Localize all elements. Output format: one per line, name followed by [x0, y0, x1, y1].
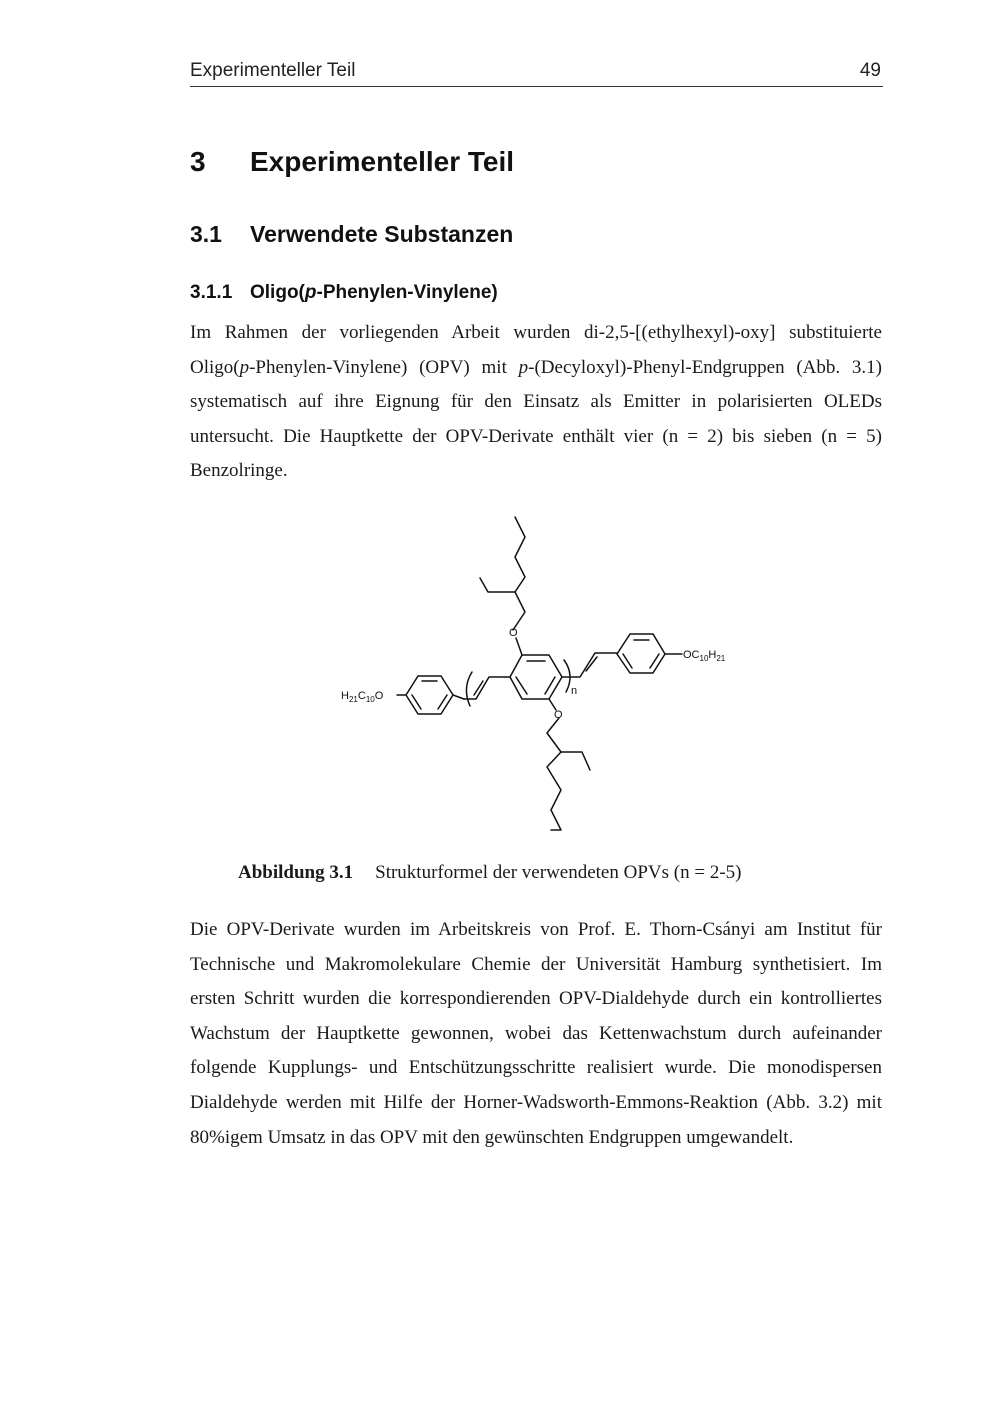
figure-caption-label: Abbildung 3.1: [238, 862, 354, 883]
subsection-title-italic: p: [304, 282, 317, 303]
intro-text-3: -(Decyloxyl)-Phenyl-Endgruppen (Abb. 3.1) systematisch auf ihre Eignung für den Einsatz als Emitter in polarisierten OLEDs untersucht. Die Hauptkette der OPV-Derivate enthält vier (n = 2) bis sieben (n = 5) Benzolringe.: [190, 356, 882, 482]
right-bracket: [564, 660, 570, 692]
running-header: [190, 60, 883, 87]
repeat-n-label: n: [571, 685, 578, 697]
left-bracket: [466, 672, 472, 706]
chapter-heading: [190, 146, 514, 178]
top-alkyl-chain: [513, 517, 525, 630]
intro-paragraph: [190, 316, 882, 489]
section-title: Verwendete Substanzen: [250, 221, 514, 247]
subsection-title-pre: Oligo(: [250, 282, 305, 303]
section-number: 3.1: [190, 221, 222, 247]
intro-italic-1: p: [239, 356, 250, 378]
synthesis-paragraph: Die OPV-Derivate wurden im Arbeitskreis von Prof. E. Thorn-Csányi am Institut für Technische und Makromolekulare Chemie der Universität Hamburg synthetisiert. Im ersten Schritt wurden die korrespondierenden OPV-Dialdehyde durch ein kontrolliertes Wachstum der Hauptkette gewonnen, wobei das Kettenwachstum durch aufeinander folgende Kupplungs- und Entschützungsschritte realisiert wurde. Die monodispersen Dialdehyde werden mit Hilfe der Horner-Wadsworth-Emmons-Reaktion (Abb. 3.2) mit 80%igem Umsatz in das OPV mit den gewünschten Endgruppen umgewandelt.: [190, 919, 882, 1148]
oxygen-top-label: O: [509, 627, 518, 639]
figure-caption: [238, 862, 741, 884]
oxygen-bottom-label: O: [554, 709, 563, 721]
top-oxygen-bond: [516, 638, 522, 655]
subsection-number: 3.1.1: [190, 282, 233, 303]
bottom-alkyl-chain: [547, 718, 561, 830]
section-heading: [190, 221, 513, 248]
figure-caption-text: Strukturformel der verwendeten OPVs (n = 2-5): [375, 862, 742, 883]
intro-text-1: Im Rahmen der vorliegenden Arbeit wurden di-2,5-[(ethylhexyl)-oxy] substituierte Oligo(: [190, 322, 882, 378]
subsection-heading: [190, 282, 498, 304]
top-ethyl-branch: [480, 578, 515, 592]
intro-italic-2: p: [518, 356, 529, 378]
right-end-group-label: $OC_{10}H_{21}$: [683, 649, 726, 663]
opv-structure-figure: [330, 510, 750, 840]
left-vinylene: [464, 677, 510, 699]
chapter-number: 3: [190, 146, 206, 177]
intro-text-2: -Phenylen-Vinylene) (OPV) mit: [249, 356, 519, 378]
bottom-ethyl-branch: [561, 752, 590, 770]
running-header-title: Experimenteller Teil: [190, 60, 356, 81]
left-end-group-label: $H_{21}C_{10}O$: [341, 690, 384, 704]
chapter-title: Experimenteller Teil: [250, 146, 515, 177]
subsection-title-post: -Phenylen-Vinylene): [316, 282, 498, 303]
page-number: 49: [859, 60, 881, 81]
